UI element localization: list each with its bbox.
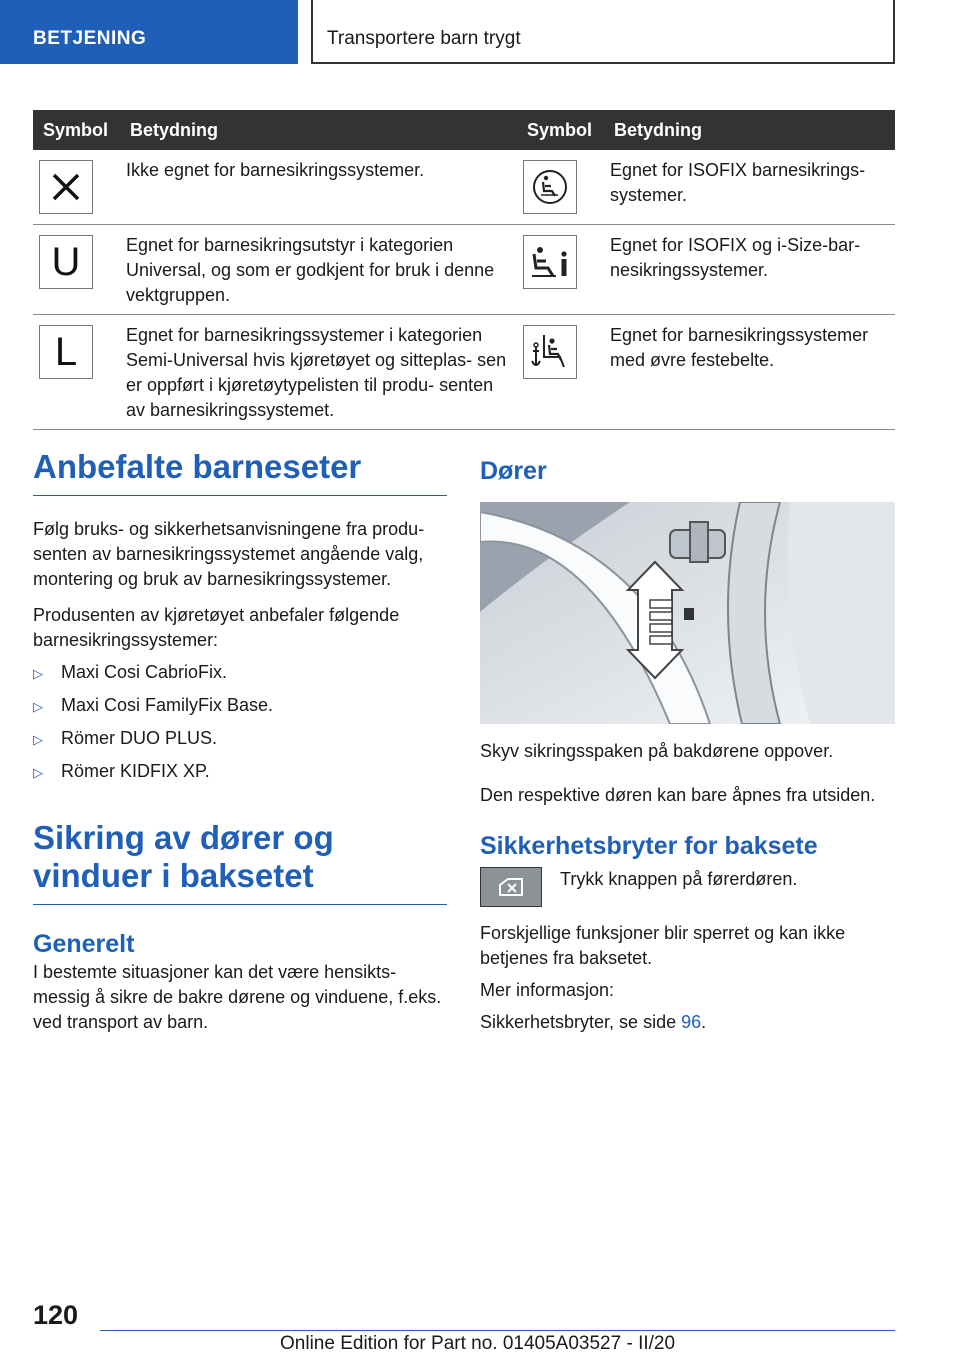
symbol-letter: U — [51, 240, 81, 284]
list-item-text: Römer KIDFIX XP. — [61, 761, 210, 781]
page-number: 120 — [33, 1300, 79, 1330]
top-tether-icon — [523, 325, 577, 379]
paragraph: Forskjellige funksjoner blir sperret og kan ikke betjenes fra baksetet. — [480, 923, 846, 968]
universal-u-icon — [39, 235, 93, 289]
table-row — [33, 315, 895, 430]
reference-text: Sikkerhetsbryter, se side — [480, 1012, 682, 1032]
window-lock-button-icon — [480, 867, 542, 907]
subheading-general: Generelt — [33, 930, 135, 958]
list-item — [33, 693, 447, 719]
paragraph: Produsenten av kjøretøyet anbefaler følgende barnesikringssystemer: — [33, 605, 400, 650]
list-item — [33, 726, 447, 752]
symbol-cell — [33, 225, 120, 314]
meaning-cell: Egnet for barnesikringssystemer med øvre festebelte. — [610, 325, 869, 370]
right-column — [480, 448, 895, 1035]
footer-edition: Online Edition for Part no. 01405A03527 - II/20 — [280, 1333, 676, 1354]
paragraph: Trykk knappen på førerdøren. — [560, 869, 798, 889]
symbol-cell — [517, 225, 604, 314]
reference-suffix: . — [701, 1012, 707, 1032]
list-item — [33, 660, 447, 686]
triangle-bullet-icon: ▷ — [33, 765, 43, 780]
paragraph: Den respektive døren kan bare åpnes fra utsiden. — [480, 785, 876, 805]
switch-instruction — [480, 867, 895, 907]
list-item-text: Römer DUO PLUS. — [61, 728, 218, 748]
heading-recommended-seats: Anbefalte barneseter — [33, 448, 447, 496]
table-header-cell: Betydning — [614, 119, 702, 140]
semi-universal-l-icon — [39, 325, 93, 379]
page-link[interactable]: 96 — [681, 1012, 702, 1032]
paragraph: Skyv sikringsspaken på bakdørene oppover. — [480, 741, 834, 761]
x-icon — [39, 160, 93, 214]
meaning-cell: Egnet for barnesikringssystemer i kategorien Semi-Universal hvis kjøretøyet og sitteplas- sen er oppført i kjøretøytypelisten til produ- senten av barnesikringssystemet. — [126, 325, 507, 420]
triangle-bullet-icon: ▷ — [33, 732, 43, 747]
list-item-text: Maxi Cosi CabrioFix. — [61, 662, 228, 682]
meaning-cell: Egnet for barnesikringsutstyr i kategorien Universal, og som er godkjent for bruk i denne vektgruppen. — [126, 235, 495, 305]
paragraph: I bestemte situasjoner kan det være hensikts- messig å sikre de bakre dørene og vinduene, f.eks. ved transport av barn. — [33, 962, 442, 1032]
symbol-cell — [33, 315, 120, 429]
heading-doors: Dører — [480, 457, 547, 485]
page-title: Transportere barn trygt — [311, 0, 895, 64]
table-header-cell: Symbol — [527, 119, 593, 140]
isofix-isize-icon — [523, 235, 577, 289]
table-header — [33, 110, 895, 150]
symbol-cell — [33, 150, 120, 224]
meaning-cell: Egnet for ISOFIX barnesikrings- systemer. — [610, 160, 866, 205]
table-row — [33, 150, 895, 225]
triangle-bullet-icon: ▷ — [33, 666, 43, 681]
list-item — [33, 759, 447, 785]
paragraph: Mer informasjon: — [480, 980, 615, 1000]
heading-rear-safety-switch: Sikkerhetsbryter for baksete — [480, 832, 818, 860]
symbol-cell — [517, 150, 604, 224]
cross-reference — [480, 1010, 895, 1035]
table-row — [33, 225, 895, 315]
heading-securing-doors: Sikring av dører og vinduer i baksetet — [33, 819, 447, 905]
meaning-cell: Egnet for ISOFIX og i-Size-bar- nesikringssystemer. — [610, 235, 861, 280]
meaning-cell: Ikke egnet for barnesikringssystemer. — [126, 160, 425, 180]
table-header-cell: Betydning — [130, 119, 218, 140]
triangle-bullet-icon: ▷ — [33, 699, 43, 714]
table-header-cell: Symbol — [43, 119, 109, 140]
symbol-table — [33, 110, 895, 430]
symbol-cell — [517, 315, 604, 429]
left-column — [33, 448, 447, 1035]
door-lock-illustration — [480, 502, 895, 724]
section-label: BETJENING — [0, 0, 298, 64]
isofix-icon — [523, 160, 577, 214]
list-item-text: Maxi Cosi FamilyFix Base. — [61, 695, 274, 715]
footer-rule — [100, 1330, 895, 1331]
paragraph: Følg bruks- og sikkerhetsanvisningene fra produ- senten av barnesikringssystemet angående valg, montering og bruk av barnesikringssystemer. — [33, 519, 425, 589]
symbol-letter: L — [54, 330, 78, 374]
